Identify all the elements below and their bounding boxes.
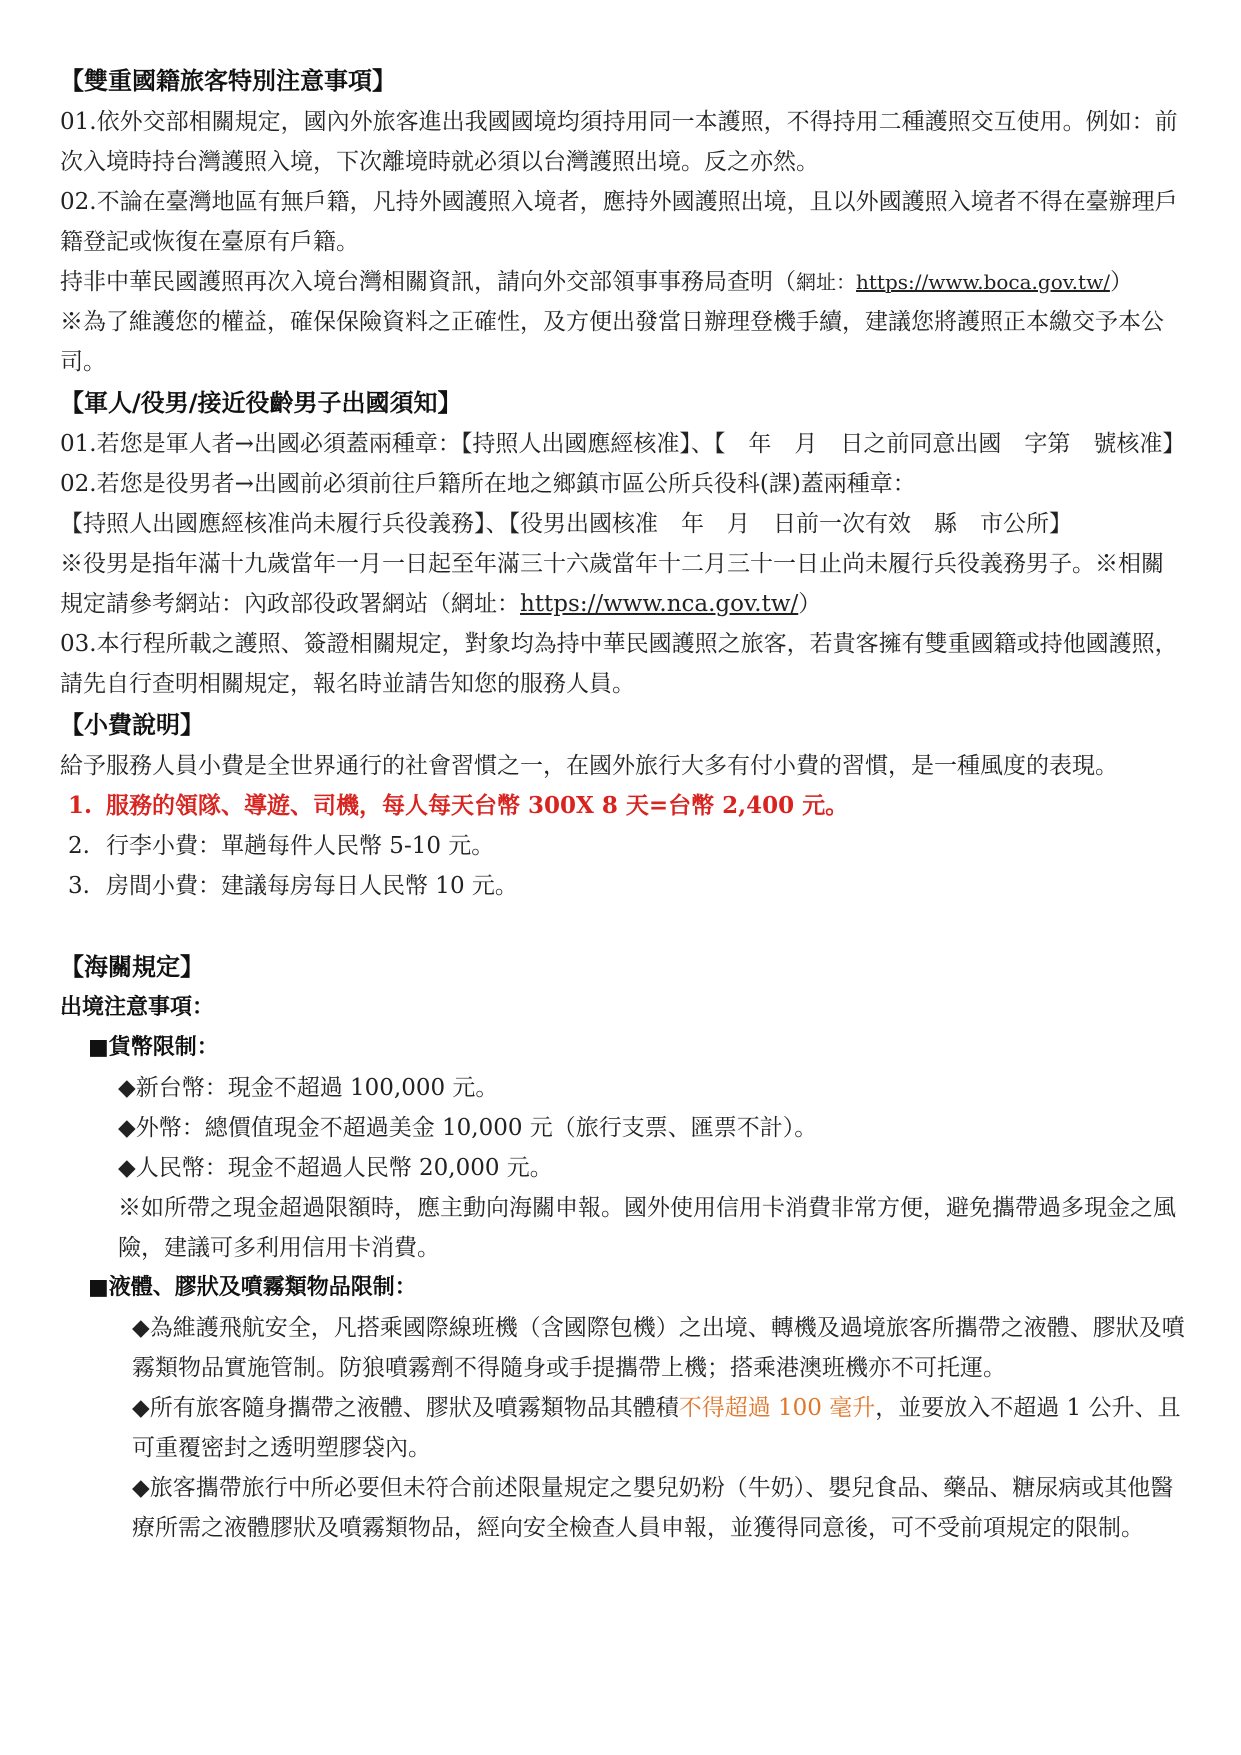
tips-item-text: 行李小費：單趟每件人民幣 5-10 元。 [106,833,495,859]
dual-url-label: 網址： [796,270,856,294]
tips-list [60,786,1185,906]
currency-item-ntd: ◆新台幣：現金不超過 100,000 元。 [118,1075,499,1101]
nca-link[interactable]: https://www.nca.gov.tw/ [520,591,799,617]
boca-link[interactable]: https://www.boca.gov.tw/ [856,270,1110,294]
military-paragraph-1: 01.若您是軍人者→出國必須蓋兩種章：【持照人出國應經核准】、【 年 月 日之前同意出國 字第 號核准】 [60,431,1186,457]
military-paragraph-4-text: ※役男是指年滿十九歲當年一月一日起至年滿三十六歲當年十二月三十一日止尚未履行兵役義務男子。※相關規定請參考網站：內政部役政署網站（網址： [60,551,1164,617]
section-title-customs: 【海關規定】 [60,953,204,981]
tips-item-text: 服務的領隊、導遊、司機，每人每天台幣 300X 8 天=台幣 2,400 元。 [106,792,849,819]
currency-heading: ■貨幣限制： [88,1035,219,1060]
dual-paragraph-2: 02.不論在臺灣地區有無戶籍，凡持外國護照入境者，應持外國護照出境，且以外國護照入境者不得在臺辦理戶籍登記或恢復在臺原有戶籍。 [60,189,1178,255]
section-title-tips: 【小費說明】 [60,711,204,739]
military-paragraph-4 [60,544,1185,624]
liquids-heading: ■液體、膠狀及噴霧類物品限制： [88,1275,417,1300]
dual-paragraph-3 [60,262,1185,302]
tips-item-number: 2. [68,833,90,859]
liquids-paragraph-2-after: ，並要放入不超過 1 公升、且可重覆密封之透明塑膠袋內。 [132,1395,1181,1461]
dual-paragraph-1: 01.依外交部相關規定，國內外旅客進出我國國境均須持用同一本護照，不得持用二種護照交互使用。例如：前次入境時持台灣護照入境，下次離境時就必須以台灣護照出境。反之亦然。 [60,109,1178,175]
tips-item-1 [60,786,1185,826]
tips-item-3 [60,866,1185,906]
tips-item-number: 3. [68,873,90,899]
liquids-paragraph-2 [60,1388,1185,1468]
document-content [60,60,1185,1548]
currency-note: ※如所帶之現金超過限額時，應主動向海關申報。國外使用信用卡消費非常方便，避免攜帶過多現金之風險，建議可多利用信用卡消費。 [118,1195,1176,1261]
dual-paren-close: ） [1109,269,1133,295]
tips-item-number: 1. [68,792,93,819]
section-spacer [60,906,1185,946]
section-title-dual-nationality: 【雙重國籍旅客特別注意事項】 [60,67,396,95]
military-paragraph-5: 03.本行程所載之護照、簽證相關規定，對象均為持中華民國護照之旅客，若貴客擁有雙重國籍或持他國護照，請先自行查明相關規定，報名時並請告知您的服務人員。 [60,631,1178,697]
liquids-paragraph-1: ◆為維護飛航安全，凡搭乘國際線班機（含國際包機）之出境、轉機及過境旅客所攜帶之液體、膠狀及噴霧類物品實施管制。防狼噴霧劑不得隨身或手提攜帶上機；搭乘港澳班機亦不可托運。 [132,1315,1185,1381]
liquids-limit-highlight: 不得超過 100 毫升 [678,1395,876,1421]
military-paragraph-2: 02.若您是役男者→出國前必須前往戶籍所在地之鄉鎮市區公所兵役科(課)蓋兩種章： [60,471,916,497]
dual-paragraph-3-text: 持非中華民國護照再次入境台灣相關資訊，請向外交部領事事務局查明 [60,269,773,295]
military-paren-close: ） [798,591,822,617]
customs-subtitle: 出境注意事項： [60,995,215,1020]
liquids-paragraph-2-before: ◆所有旅客隨身攜帶之液體、膠狀及噴霧類物品其體積 [132,1395,679,1421]
tips-intro: 給予服務人員小費是全世界通行的社會習慣之一，在國外旅行大多有付小費的習慣，是一種風度的表現。 [60,753,1118,779]
dual-paragraph-4: ※為了維護您的權益，確保保險資料之正確性，及方便出發當日辦理登機手續，建議您將護照正本繳交予本公司。 [60,309,1164,375]
tips-item-text: 房間小費：建議每房每日人民幣 10 元。 [106,873,518,899]
section-title-military: 【軍人/役男/接近役齡男子出國須知】 [60,389,462,417]
dual-paren-open: （ [773,269,796,295]
military-paragraph-3: 【持照人出國應經核准尚未履行兵役義務】、【役男出國核准 年 月 日前一次有效 縣 市公所】 [60,511,1072,537]
tips-item-2 [60,826,1185,866]
liquids-paragraph-3: ◆旅客攜帶旅行中所必要但未符合前述限量規定之嬰兒奶粉（牛奶）、嬰兒食品、藥品、糖尿病或其他醫療所需之液體膠狀及噴霧類物品，經向安全檢查人員申報，並獲得同意後，可不受前項規定的限制。 [132,1475,1174,1541]
currency-item-rmb: ◆人民幣：現金不超過人民幣 20,000 元。 [118,1155,553,1181]
currency-item-foreign: ◆外幣：總價值現金不超過美金 10,000 元（旅行支票、匯票不計）。 [118,1115,818,1141]
